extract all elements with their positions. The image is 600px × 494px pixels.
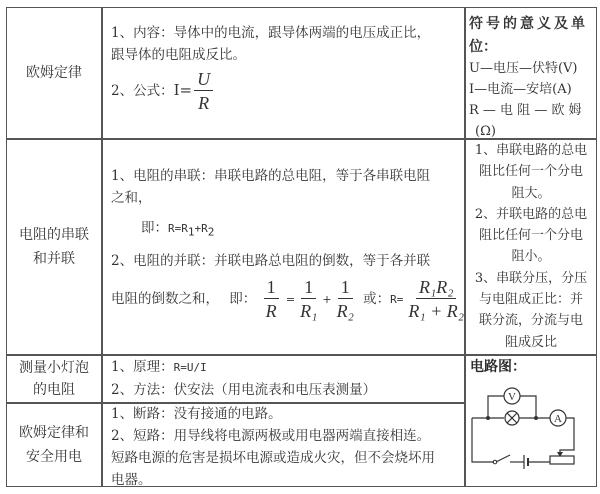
plus-sign: + (322, 292, 332, 306)
denominator: R₂ (336, 300, 354, 321)
denominator: R (198, 93, 210, 113)
content-line: 1、电阻的串联：串联电路的总电阻，等于各串联电阻 (111, 168, 431, 184)
topic-label: 电阻的串联 (19, 226, 89, 243)
formula-text: +R (194, 222, 208, 235)
subscript: 1 (187, 225, 195, 239)
symbol-item-ohm-unit: (Ω) (475, 124, 496, 139)
denominator: R₁ (300, 300, 318, 321)
column-divider-1 (101, 8, 103, 486)
fraction-product-over-sum (405, 276, 467, 323)
content-line: 1、内容：导体中的电流，跟导体两端的电压成正比， (111, 25, 431, 41)
formula-prefix: 2、公式： (111, 83, 174, 99)
ammeter-label: A (554, 413, 562, 425)
formula-text: R=U/I (173, 361, 207, 374)
note-line: 3、串联分压，分压 (474, 270, 588, 286)
note-line: 与电阻成正比：并 (478, 292, 583, 308)
circuit-title: 电路图： (470, 359, 526, 375)
content-line: 2、方法：伏安法（用电流表和电压表测量） (111, 382, 377, 398)
symbol-title: 符号的意义及单 (469, 16, 588, 32)
physics-summary-table (6, 7, 597, 487)
note-line: 1、串联电路的总电 (474, 143, 588, 158)
topic-label: 测量小灯泡 (19, 359, 89, 376)
content-line: 1、断路：没有接通的电路。 (111, 406, 282, 422)
numerator: 1 (264, 276, 279, 299)
content-line: 之和， (111, 190, 152, 206)
content-line: 跟导体的电阻成反比。 (111, 47, 246, 63)
formula-prefix: 即： (141, 220, 168, 236)
circuit-diagram-icon (466, 378, 596, 478)
topic-ohms-law-safety (7, 403, 101, 486)
note-line: 阻大。 (511, 185, 551, 201)
series-parallel-content (111, 165, 463, 323)
formula-text: R= (390, 292, 404, 306)
numerator: U (194, 68, 213, 91)
symbol-meanings (469, 12, 593, 142)
note-line: 阻比任何一个分电 (478, 164, 583, 180)
symbol-item-voltage: U—电压—伏特(V) (469, 61, 578, 76)
topic-measure-bulb-resistance (7, 355, 101, 402)
numerator: 1 (301, 276, 316, 299)
formula-line (111, 68, 461, 115)
topic-ohms-law (7, 8, 101, 138)
fraction-1-over-r2 (334, 276, 357, 323)
topic-label: 和并联 (33, 250, 75, 267)
topic-label: 欧姆定律 (26, 65, 82, 81)
note-line: 阻比任何一个分电 (478, 228, 583, 244)
series-parallel-notes (466, 140, 596, 353)
or-text: 或： (363, 290, 391, 307)
content-line: 电器。 (111, 472, 152, 488)
equals-sign: = (285, 292, 296, 306)
circuit-diagram-cell (466, 356, 596, 486)
topic-label: 的电阻 (33, 381, 75, 398)
formula-lhs: I= (173, 81, 193, 99)
numerator: 1 (338, 276, 353, 299)
fraction-1-over-r (263, 276, 280, 323)
content-line: 短路电源的危害是损坏电源或造成火灾，但不会烧坏用 (111, 450, 435, 466)
formula-text: R=R (168, 222, 188, 235)
note-line: 阻小。 (511, 249, 551, 265)
content-line: 2、短路：用导线将电源两极或用电器两端直接相连。 (111, 428, 431, 444)
topic-series-parallel (7, 139, 101, 354)
series-formula (111, 217, 463, 244)
fraction-u-over-r (194, 68, 213, 115)
note-line: 2、并联电路的总电 (474, 206, 588, 222)
subscript: 2 (207, 225, 215, 239)
topic-label: 安全用电 (26, 448, 82, 465)
ohms-law-content (111, 22, 461, 115)
symbol-title-cont: 位： (469, 39, 497, 55)
note-line: 阻成反比 (504, 334, 557, 350)
formula-prefix: 即： (229, 290, 257, 307)
topic-label: 欧姆定律和 (19, 424, 89, 441)
content-text: 电阻的倒数之和， (111, 290, 219, 307)
fraction-1-over-r1 (297, 276, 320, 323)
numerator: R₁R₂ (416, 276, 457, 299)
measure-bulb-content (111, 356, 463, 401)
denominator: R₁ + R₂ (408, 300, 465, 321)
denominator: R (265, 300, 277, 321)
symbol-item-current: I—电流—安培(A) (469, 82, 572, 97)
symbol-item-resistance: R — 电 阻 — 欧 姆 (469, 103, 582, 118)
ohms-law-safety-content (111, 403, 463, 491)
principle-line (111, 356, 463, 379)
note-line: 联分流，分流与电 (478, 313, 583, 329)
content-line: 2、电阻的并联：并联电路总电阻的倒数，等于各并联 (111, 252, 431, 269)
parallel-formula (111, 276, 463, 323)
content-text: 1、原理： (111, 359, 174, 375)
voltmeter-label: V (508, 391, 516, 403)
